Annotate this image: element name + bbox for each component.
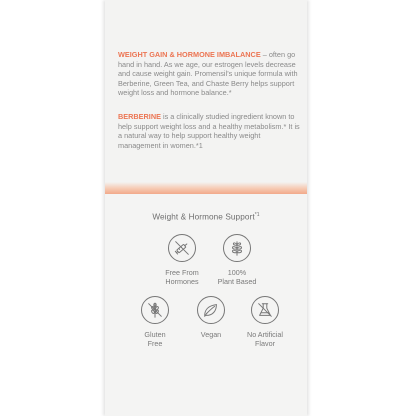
weight-gain-heading: WEIGHT GAIN & HORMONE IMBALANCE (118, 50, 261, 59)
section-title (105, 212, 307, 222)
gluten-free-icon (141, 296, 169, 324)
feature-label: No Artificial Flavor (247, 330, 283, 348)
vegan-leaf-icon (197, 296, 225, 324)
package-side-panel (105, 0, 307, 416)
weight-gain-text: – often go hand in hand. As we age, our estrogen levels decrease and cause weight gain. Promensil’s unique formula with Berberine, Green Tea, and Chaste Berry helps support weight loss and hormone balance.* (118, 50, 298, 98)
berberine-heading: BERBERINE (118, 112, 161, 121)
berberine-text: is a clinically studied ingredient known to help support weight loss and a healthy metabolism.* It is a natural way to help support healthy weight management in women.*1 (118, 112, 300, 150)
berberine-paragraph (118, 112, 302, 150)
no-artificial-flavor-icon (251, 296, 279, 324)
feature-plant-based (202, 234, 272, 286)
plant-icon (223, 234, 251, 262)
weight-gain-paragraph (118, 50, 302, 98)
feature-label: Vegan (200, 330, 222, 339)
feature-no-artificial-flavor (230, 296, 300, 348)
section-title-footnote: *1 (254, 212, 260, 218)
feature-label: 100% Plant Based (217, 268, 257, 286)
section-title-text: Weight & Hormone Support (152, 212, 255, 222)
feature-label: Gluten Free (144, 330, 166, 348)
accent-gradient-band (105, 182, 307, 194)
feature-label: Free From Hormones (165, 268, 199, 286)
no-hormones-icon (168, 234, 196, 262)
